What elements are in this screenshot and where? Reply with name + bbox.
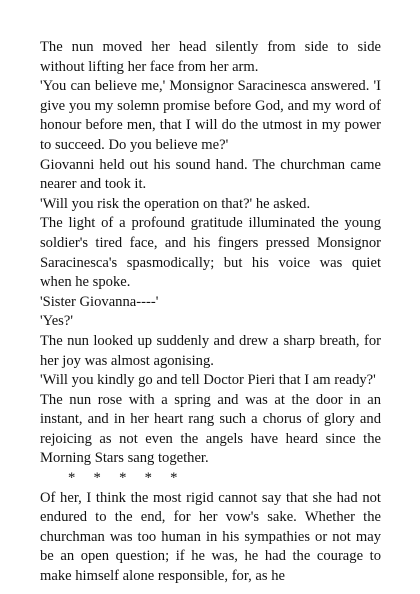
paragraph-saracinesca-promise: 'You can believe me,' Monsignor Saracinesca answered. 'I give you my solemn promise before God, and my word of honour before men, that I will do the utmost in my power to succeed. Do you believe me?' (40, 78, 381, 153)
book-page (40, 38, 381, 587)
paragraph-nun-moved-head: The nun moved her head silently from side to side without lifting her face from her arm. (40, 39, 381, 75)
paragraph-yes: 'Yes?' (40, 313, 73, 330)
paragraph-sister-giovanna: 'Sister Giovanna----' (40, 293, 159, 310)
paragraph-nun-rose: The nun rose with a spring and was at the door in an instant, and in her heart rang such a chorus of glory and rejoicing as not even the angels have heard since the Morning Stars sang together. (40, 391, 381, 467)
paragraph-of-her: Of her, I think the most rigid cannot say that she had not endured to the end, for her vow's sake. Whether the churchman was too human in his sympathies or not may be an open question; if he was, he had the courage to make himself alone responsible, for, as he (40, 489, 381, 585)
section-break-stars: * * * * * (68, 470, 178, 487)
paragraph-nun-looked-up: The nun looked up suddenly and drew a sharp breath, for her joy was almost agonising. (40, 332, 381, 369)
paragraph-risk-operation: 'Will you risk the operation on that?' he asked. (40, 195, 311, 212)
paragraph-gratitude: The light of a profound gratitude illuminated the young soldier's tired face, and his fingers pressed Monsignor Saracinesca's spasmodically; but his voice was quiet when he spoke. (40, 215, 381, 291)
paragraph-tell-doctor-pieri: 'Will you kindly go and tell Doctor Pieri that I am ready?' (40, 372, 376, 389)
paragraph-giovanni-hand: Giovanni held out his sound hand. The churchman came nearer and took it. (40, 156, 381, 193)
